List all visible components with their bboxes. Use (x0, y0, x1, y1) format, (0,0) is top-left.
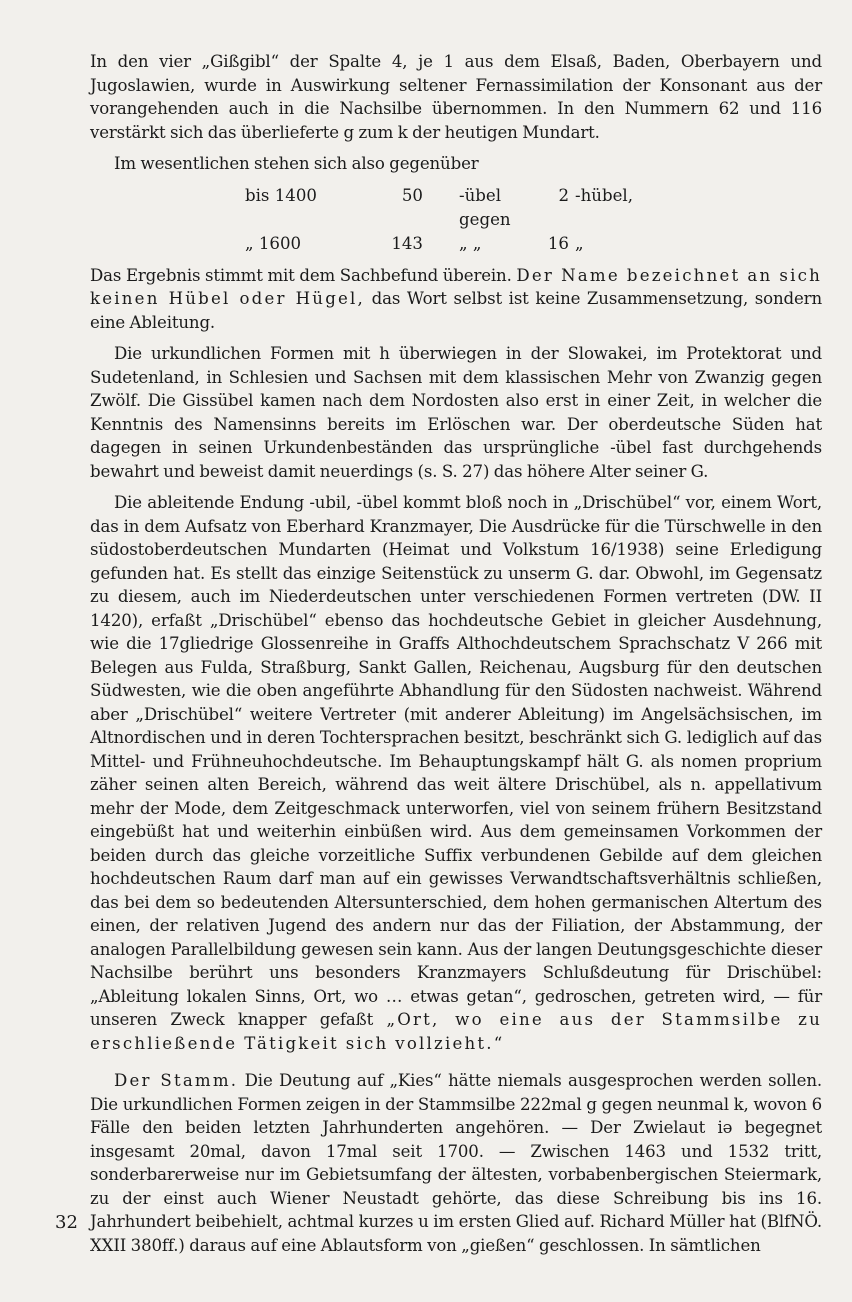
paragraph-6 (90, 1069, 822, 1257)
paragraph-2: Im wesentlichen stehen sich also gegenüber (114, 154, 479, 173)
form-b: -hübel, (575, 185, 634, 205)
count-b: 2 (558, 185, 569, 205)
form-a: „ „ (459, 233, 482, 253)
paragraph-3 (90, 264, 822, 335)
text-run: Das Ergebnis stimmt mit dem Sachbefund überein. (90, 265, 517, 285)
emphasized-quote: „Ort, wo eine aus der Stammsilbe zu erschließende Tätigkeit sich vollzieht.“ (90, 1010, 823, 1053)
comparison-row (245, 184, 822, 232)
count-a: 50 (401, 185, 423, 205)
paragraph-1: In den vier „Gißgibl“ der Spalte 4, je 1 aus dem Elsaß, Baden, Oberbayern und Jugoslawien, wurde in Auswirkung seltener Fernassimilation der Konsonant aus der vorangehenden auch in die Nachsilbe übernommen. In den Nummern 62 und 116 verstärkt sich das überlieferte g zum k der heutigen Mundart. (90, 52, 822, 142)
comparison-row (245, 232, 822, 256)
page-number: 32 (55, 1212, 78, 1233)
emphasized-text: Der Name bezeichnet an sich keinen Hübel oder Hügel, (90, 265, 822, 308)
section-heading: Der Stamm. (114, 1071, 239, 1090)
text-run: das Wort selbst ist keine Zusammensetzung, sondern eine Ableitung. (90, 289, 823, 332)
text-run: Die ableitende Endung -ubil, -übel kommt bloß noch in „Drischübel“ vor, einem Wort, das in dem Aufsatz von Eberhard Kranzmayer, Die Ausdrücke für die Türschwelle in den südostoberdeutschen Mundarten (Heimat und Volkstum 16/1938) seine Erledigung gefunden hat. Es stellt das einzige Seitenstück zu unserm G. dar. Obwohl, im Gegensatz zu diesem, auch im Niederdeutschen unter verschiedenen Formen vertreten (DW. II 1420), erfaßt „Drischübel“ ebenso das hochdeutsche Gebiet in gleicher Ausdehnung, wie die 17gliedrige Glossenreihe in Graffs Althochdeutschem Sprachschatz V 266 mit Belegen aus Fulda, Straßburg, Sankt Gallen, Reichenau, Augsburg für den deutschen Südwesten, wie die oben angeführte Abhandlung für den Südosten nachweist. Während aber „Drischübel“ weitere Vertreter (mit anderer Ableitung) im Angelsächsischen, im Altnordischen und in deren Tochtersprachen besitzt, beschränkt sich G. lediglich auf das Mittel- und Frühneuhochdeutsche. Im Behauptungskampf hält G. als nomen proprium zäher seinen alten Bereich, während das weit ältere Drischübel, als n. appellativum mehr der Mode, dem Zeitgeschmack unterworfen, viel von seinem frühern Besitzstand eingebüßt hat und weiterhin einbüßen wird. Aus dem gemeinsamen Vorkommen der beiden durch das gleiche vorzeitliche Suffix verbundenen Gebilde auf dem gleichen hochdeutschen Raum darf man auf ein gewisses Verwandtschaftsverhältnis schließen, das bei dem so bedeutenden Altersunterschied, dem hohen germanischen Altertum des einen, der relativen Jugend des andern nur das der Filiation, der Abstammung, der analogen Parallelbildung gewesen sein kann. Aus der langen Deutungsgeschichte dieser Nachsilbe berührt uns besonders Kranzmayers Schlußdeutung für Drischübel: „Ableitung lokalen Sinns, Ort, wo … etwas getan“, gedroschen, getreten wird, — für unseren Zweck knapper gefaßt (90, 493, 822, 1029)
period: bis 1400 (245, 185, 317, 205)
count-a: 143 (391, 233, 423, 253)
period: „ 1600 (245, 233, 302, 253)
form-b: „ (575, 233, 584, 253)
form-a: -übel gegen (459, 185, 511, 229)
text-run: Die Deutung auf „Kies“ hätte niemals ausgesprochen werden sollen. Die urkundlichen Formen zeigen in der Stammsilbe 222mal g gegen neunmal k, wovon 6 Fälle den beiden letzten Jahrhunderten angehören. — Der Zwielaut iə begegnet insgesamt 20mal, davon 17mal seit 1700. — Zwischen 1463 und 1532 tritt, sonderbarerweise nur im Gebietsumfang der ältesten, vorbabenbergischen Steiermark, zu der einst auch Wiener Neustadt gehörte, das diese Schreibung bis ins 16. Jahrhundert beibehielt, achtmal kurzes u im ersten Glied auf. Richard Müller hat (BlfNÖ. XXII 380ff.) daraus auf eine Ablautsform von „gießen“ geschlossen. In sämtlichen (90, 1071, 822, 1255)
comparison-table (245, 184, 822, 256)
paragraph-5 (90, 491, 822, 1055)
page-body (90, 50, 822, 1257)
count-b: 16 (547, 233, 569, 253)
paragraph-4: Die urkundlichen Formen mit h überwiegen in der Slowakei, im Protektorat und Sudetenland, in Schlesien und Sachsen mit dem klassischen Mehr von Zwanzig gegen Zwölf. Die Gissübel kamen nach dem Nordosten also erst in einer Zeit, in welcher die Kenntnis des Namensinns bereits im Erlöschen war. Der oberdeutsche Süden hat dagegen in seinen Urkundenbeständen das ursprüngliche -übel fast durchgehends bewahrt und beweist damit neuerdings (s. S. 27) das höhere Alter seiner G. (90, 344, 822, 481)
